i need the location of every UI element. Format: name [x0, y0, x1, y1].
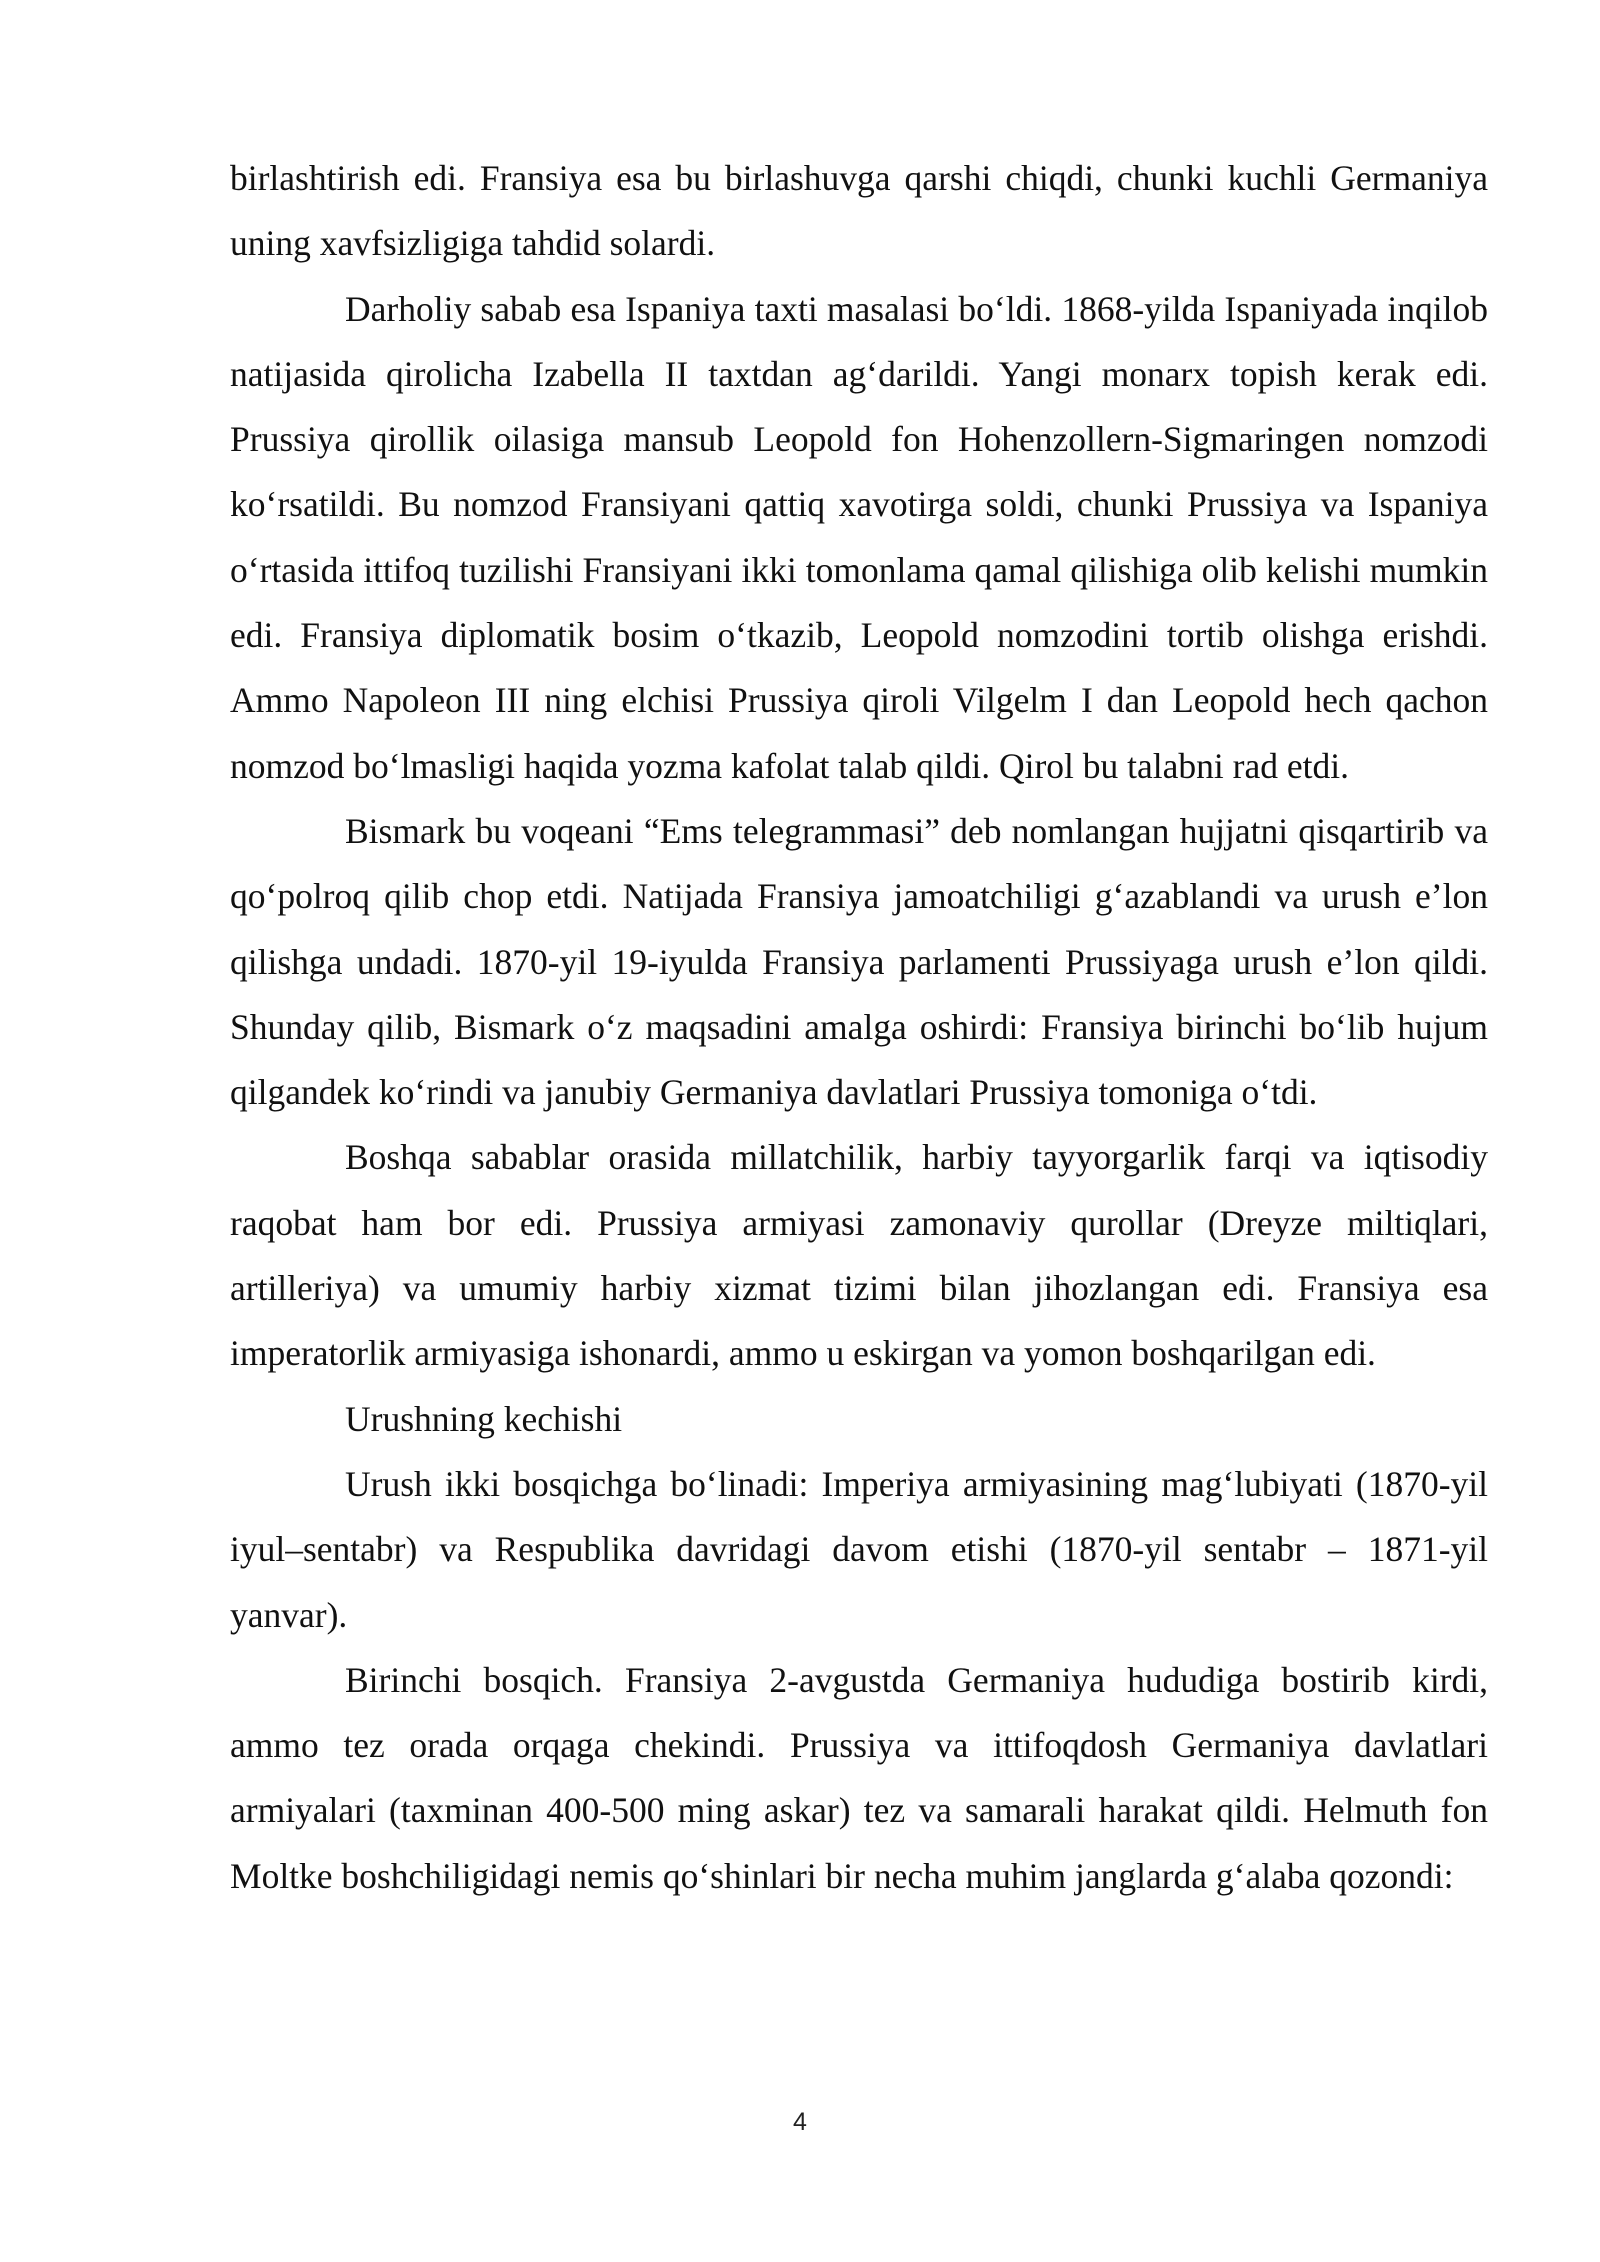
- paragraph-other-causes: Boshqa sabablar orasida millatchilik, harbiy tayyorgarlik farqi va iqtisodiy raqobat ham bor edi. Prussiya armiyasi zamonaviy qurollar (Dreyze miltiqlari, artilleriya) va umumiy harbiy xizmat tizimi bilan jihozlangan edi. Fransiya esa imperatorlik armiyasiga ishonardi, ammo u eskirgan va yomon boshqarilgan edi.: [230, 1137, 1488, 1374]
- section-heading-war-course: Urushning kechishi: [345, 1398, 623, 1439]
- paragraph-continuation: birlashtirish edi. Fransiya esa bu birlashuvga qarshi chiqdi, chunki kuchli Germaniya uning xavfsizligiga tahdid solardi.: [230, 158, 1488, 264]
- paragraph-first-stage: Birinchi bosqich. Fransiya 2-avgustda Germaniya hududiga bostirib kirdi, ammo tez orada orqaga chekindi. Prussiya va ittifoqdosh Germaniya davlatlari armiyalari (taxminan 400-500 ming askar) tez va samarali harakat qildi. Helmuth fon Moltke boshchiligidagi nemis qo‘shinlari bir necha muhim janglarda g‘alaba qozondi:: [230, 1659, 1488, 1896]
- paragraph-spain-throne: Darholiy sabab esa Ispaniya taxti masalasi bo‘ldi. 1868-yilda Ispaniyada inqilob natijasida qirolicha Izabella II taxtdan ag‘darildi. Yangi monarx topish kerak edi. Prussiya qirollik oilasiga mansub Leopold fon Hohenzollern-Sigmaringen nomzodi ko‘rsatildi. Bu nomzod Fransiyani qattiq xavotirga soldi, chunki Prussiya va Ispaniya o‘rtasida ittifoq tuzilishi Fransiyani ikki tomonlama qamal qilishiga olib kelishi mumkin edi. Fransiya diplomatik bosim o‘tkazib, Leopold nomzodini tortib olishga erishdi. Ammo Napoleon III ning elchisi Prussiya qiroli Vilgelm I dan Leopold hech qachon nomzod bo‘lmasligi haqida yozma kafolat talab qildi. Qirol bu talabni rad etdi.: [230, 288, 1488, 786]
- body-text: [230, 146, 1488, 1909]
- page-number: 4: [793, 2108, 807, 2136]
- paragraph-war-stages: Urush ikki bosqichga bo‘linadi: Imperiya armiyasining mag‘lubiyati (1870-yil iyul–sentabr) va Respublika davridagi davom etishi (1870-yil sentabr – 1871-yil yanvar).: [230, 1463, 1488, 1635]
- paragraph-ems-telegram: Bismark bu voqeani “Ems telegrammasi” deb nomlangan hujjatni qisqartirib va qo‘polroq qilib chop etdi. Natijada Fransiya jamoatchiligi g‘azablandi va urush e’lon qilishga undadi. 1870-yil 19-iyulda Fransiya parlamenti Prussiyaga urush e’lon qildi. Shunday qilib, Bismark o‘z maqsadini amalga oshirdi: Fransiya birinchi bo‘lib hujum qilgandek ko‘rindi va janubiy Germaniya davlatlari Prussiya tomoniga o‘tdi.: [230, 810, 1488, 1113]
